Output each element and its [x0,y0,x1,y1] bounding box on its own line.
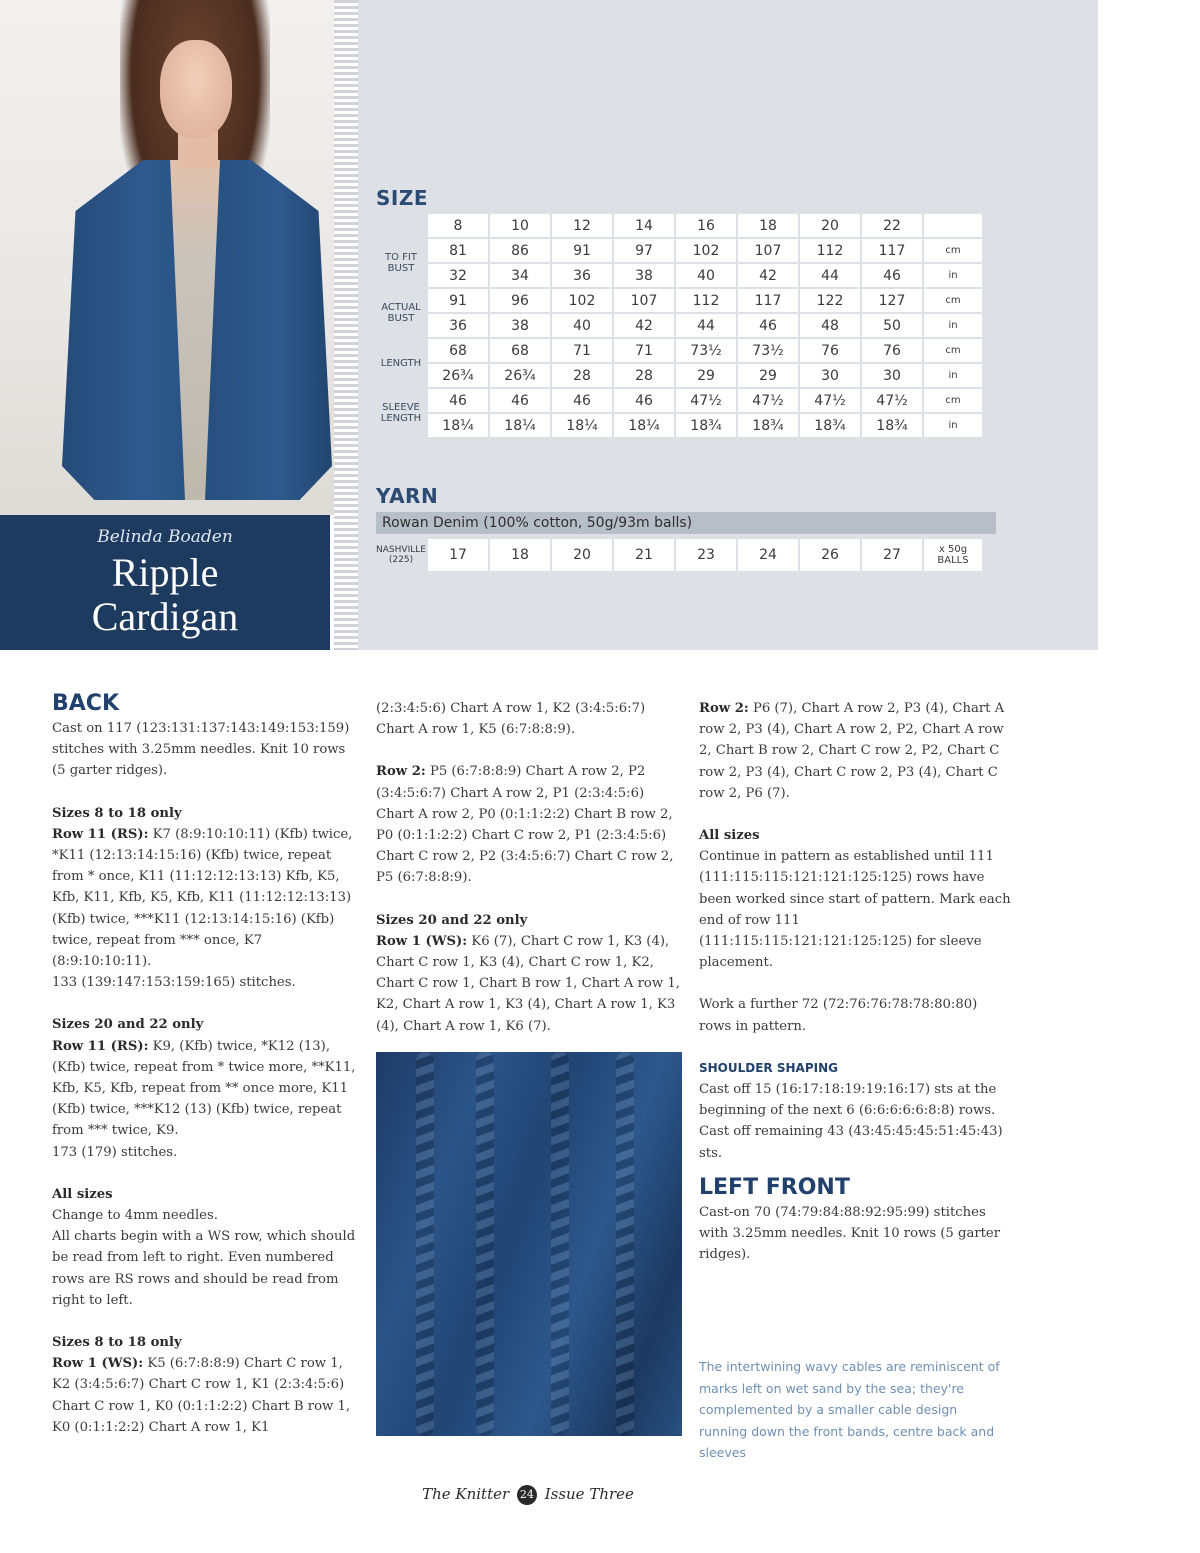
measure-in-cell: 36 [552,264,612,287]
middle-sizes-20-22-head: Sizes 20 and 22 only [376,912,528,928]
measure-cm-cell: 76 [800,339,860,362]
back-sizes-20-22-head: Sizes 20 and 22 only [52,1017,204,1033]
size-table [374,212,984,439]
measure-cm-cell: 76 [862,339,922,362]
yarn-balls-cell: 18 [490,539,550,571]
designer-name: Belinda Boaden [97,527,233,547]
middle-continuation: (2:3:4:5:6) Chart A row 1, K2 (3:4:5:6:7) Chart A row 1, K5 (6:7:8:8:9). [376,701,646,738]
measure-in-cell: 18¾ [862,414,922,437]
measure-cm-cell: 117 [738,289,798,312]
measure-cm-cell: 86 [490,239,550,262]
measure-in-cell: 18¼ [428,414,488,437]
cable-detail-photo [376,1052,682,1436]
unit-header-cell [924,214,982,237]
page-number: 24 [517,1485,537,1505]
measure-cm-cell: 127 [862,289,922,312]
left-front-heading: LEFT FRONT [699,1174,850,1200]
measure-cm-cell: 47½ [800,389,860,412]
measure-in-cell: 18¾ [676,414,736,437]
unit-in: in [924,414,982,437]
measure-cm-cell: 68 [428,339,488,362]
back-all-sizes-head: All sizes [52,1186,113,1202]
size-header-cell: 14 [614,214,674,237]
measure-in-cell: 18¼ [614,414,674,437]
measure-in-cell: 18¼ [490,414,550,437]
yarn-balls-cell: 17 [428,539,488,571]
unit-in: in [924,314,982,337]
measure-in-cell: 42 [738,264,798,287]
right-all-sizes-head: All sizes [699,828,760,844]
yarn-name: Rowan Denim (100% cotton, 50g/93m balls) [376,512,996,534]
measure-cm-cell: 46 [614,389,674,412]
back-intro: Cast on 117 (123:131:137:143:149:153:159) stitches with 3.25mm needles. Knit 10 rows (5 garter ridges). [52,721,350,779]
back-sizes-8-18-head-2: Sizes 8 to 18 only [52,1335,182,1351]
measure-in-cell: 29 [738,364,798,387]
yarn-balls-cell: 24 [738,539,798,571]
title-box [0,515,330,650]
measure-label: TO FIT BUST [376,239,426,287]
measure-cm-cell: 46 [490,389,550,412]
yarn-balls-cell: 26 [800,539,860,571]
shoulder-shaping-head: SHOULDER SHAPING [699,1060,838,1075]
column-right [699,698,1011,1286]
back-row-1: Row 1 (WS): K5 (6:7:8:8:9) Chart C row 1, K2 (3:4:5:6:7) Chart C row 1, K1 (2:3:4:5:6) Chart C row 1, K0 (0:1:1:2:2) Chart B row 1, K0 (0:1:1:2:2) Chart A row 1, K1 [52,1356,351,1435]
yarn-balls-cell: 27 [862,539,922,571]
measure-in-cell: 32 [428,264,488,287]
yarn-balls-cell: 21 [614,539,674,571]
page-footer [0,1485,1056,1505]
measure-label: SLEEVE LENGTH [376,389,426,437]
back-heading: BACK [52,691,119,716]
measure-in-cell: 46 [862,264,922,287]
measure-in-cell: 26¾ [428,364,488,387]
unit-cm: cm [924,389,982,412]
measure-cm-cell: 91 [428,289,488,312]
shoulder-text-2: Cast off remaining 43 (43:45:45:45:51:45:43) sts. [699,1124,1003,1161]
back-total-1: 133 (139:147:153:159:165) stitches. [52,975,296,991]
measure-in-cell: 28 [552,364,612,387]
measure-cm-cell: 112 [676,289,736,312]
measure-cm-cell: 73½ [676,339,736,362]
pattern-title-line2: Cardigan [91,594,239,639]
yarn-unit: x 50g BALLS [924,539,982,571]
size-header-cell: 22 [862,214,922,237]
back-chart-note: All charts begin with a WS row, which should be read from left to right. Even numbered rows are RS rows and should be read from right to left. [52,1229,356,1308]
measure-in-cell: 44 [800,264,860,287]
size-header-cell: 16 [676,214,736,237]
left-front-text: Cast-on 70 (74:79:84:88:92:95:99) stitches with 3.25mm needles. Knit 10 rows (5 garter ridges). [699,1204,1001,1263]
measure-cm-cell: 112 [800,239,860,262]
unit-cm: cm [924,339,982,362]
measure-cm-cell: 122 [800,289,860,312]
measure-label: LENGTH [376,339,426,387]
measure-cm-cell: 68 [490,339,550,362]
right-row-2: Row 2: P6 (7), Chart A row 2, P3 (4), Chart A row 2, P3 (4), Chart A row 2, P2, Chart A row 2, Chart B row 2, Chart C row 2, P2, Chart C row 2, P3 (4), Chart C row 2, P3 (4), Chart C row 2, P6 (7). [699,701,1005,801]
measure-in-cell: 34 [490,264,550,287]
measure-in-cell: 30 [800,364,860,387]
model-photo [0,0,340,515]
measure-label: ACTUAL BUST [376,289,426,337]
right-continue-text: Continue in pattern as established until 111 (111:115:115:121:121:125:125) rows have been worked since start of pattern. Mark each end of row 111 (111:115:115:121:121:125:125) for sleeve placement. [699,849,1011,971]
size-header-cell: 20 [800,214,860,237]
back-total-2: 173 (179) stitches. [52,1144,178,1160]
pattern-title-line1: Ripple [111,550,219,595]
measure-in-cell: 18¾ [738,414,798,437]
measure-in-cell: 26¾ [490,364,550,387]
size-header-cell: 8 [428,214,488,237]
measure-cm-cell: 47½ [862,389,922,412]
back-row-11-large: Row 11 (RS): K9, (Kfb) twice, *K12 (13), (Kfb) twice, repeat from * twice more, **K11, Kfb, K5, Kfb, repeat from ** once more, K11 (Kfb) twice, ***K12 (13) (Kfb) twice, repeat from *** twice, K9. [52,1038,356,1139]
measure-in-cell: 46 [738,314,798,337]
photo-caption: The intertwining wavy cables are reminiscent of marks left on wet sand by the sea; they're complemented by a smaller cable design running down the front bands, centre back and sleeves [699,1359,1000,1460]
measure-cm-cell: 47½ [738,389,798,412]
decorative-strip [334,0,358,650]
yarn-shade: NASHVILLE (225) [376,539,426,571]
column-middle [376,698,682,1058]
measure-cm-cell: 96 [490,289,550,312]
yarn-heading: YARN [376,484,439,508]
measure-in-cell: 50 [862,314,922,337]
measure-cm-cell: 107 [614,289,674,312]
column-back [52,690,358,1459]
measure-cm-cell: 46 [552,389,612,412]
back-sizes-8-18-head: Sizes 8 to 18 only [52,805,182,821]
measure-in-cell: 36 [428,314,488,337]
measure-cm-cell: 102 [676,239,736,262]
measure-in-cell: 40 [676,264,736,287]
right-further-rows: Work a further 72 (72:76:76:78:78:80:80) rows in pattern. [699,997,978,1034]
measure-in-cell: 42 [614,314,674,337]
size-header-cell: 18 [738,214,798,237]
measure-in-cell: 44 [676,314,736,337]
measure-cm-cell: 117 [862,239,922,262]
measure-in-cell: 18¾ [800,414,860,437]
unit-cm: cm [924,289,982,312]
size-header-cell: 12 [552,214,612,237]
measure-cm-cell: 71 [552,339,612,362]
measure-cm-cell: 47½ [676,389,736,412]
measure-cm-cell: 81 [428,239,488,262]
unit-cm: cm [924,239,982,262]
measure-in-cell: 48 [800,314,860,337]
measure-cm-cell: 71 [614,339,674,362]
yarn-balls-cell: 23 [676,539,736,571]
shoulder-text-1: Cast off 15 (16:17:18:19:19:16:17) sts at the beginning of the next 6 (6:6:6:6:6:8:8) rows. [699,1082,997,1119]
measure-in-cell: 29 [676,364,736,387]
measure-cm-cell: 102 [552,289,612,312]
measure-cm-cell: 73½ [738,339,798,362]
size-corner [376,214,426,237]
issue-label: Issue Three [544,1485,634,1503]
unit-in: in [924,264,982,287]
middle-row-1: Row 1 (WS): K6 (7), Chart C row 1, K3 (4), Chart C row 1, K3 (4), Chart C row 1, K2, Chart C row 1, Chart B row 1, Chart A row 1, K2, Chart A row 1, K3 (4), Chart A row 1, K3 (4), Chart A row 1, K6 (7). [376,933,680,1034]
size-heading: SIZE [376,186,429,210]
measure-in-cell: 30 [862,364,922,387]
measure-in-cell: 40 [552,314,612,337]
measure-cm-cell: 91 [552,239,612,262]
size-header-cell: 10 [490,214,550,237]
measure-cm-cell: 107 [738,239,798,262]
back-row-11: Row 11 (RS): K7 (8:9:10:10:11) (Kfb) twice, *K11 (12:13:14:15:16) (Kfb) twice, repeat from * once, K11 (11:12:12:13:13) Kfb, K5, Kfb, K11, Kfb, K5, Kfb, K11 (11:12:12:13:13) (Kfb) twice, ***K11 (12:13:14:15:16) (Kfb) twice, repeat from *** once, K7 (8:9:10:10:11). [52,826,353,970]
measure-in-cell: 38 [490,314,550,337]
measure-cm-cell: 97 [614,239,674,262]
measure-in-cell: 28 [614,364,674,387]
middle-row-2: Row 2: P5 (6:7:8:8:9) Chart A row 2, P2 (3:4:5:6:7) Chart A row 2, P1 (2:3:4:5:6) Chart A row 2, P0 (0:1:1:2:2) Chart B row 2, P0 (0:1:1:2:2) Chart C row 2, P1 (2:3:4:5:6) Chart C row 2, P2 (3:4:5:6:7) Chart C row 2, P5 (6:7:8:8:9). [376,764,674,886]
back-needle-change: Change to 4mm needles. [52,1208,218,1224]
measure-cm-cell: 46 [428,389,488,412]
yarn-balls-cell: 20 [552,539,612,571]
unit-in: in [924,364,982,387]
measure-in-cell: 18¼ [552,414,612,437]
yarn-table [374,537,984,573]
measure-in-cell: 38 [614,264,674,287]
magazine-name: The Knitter [422,1485,510,1503]
